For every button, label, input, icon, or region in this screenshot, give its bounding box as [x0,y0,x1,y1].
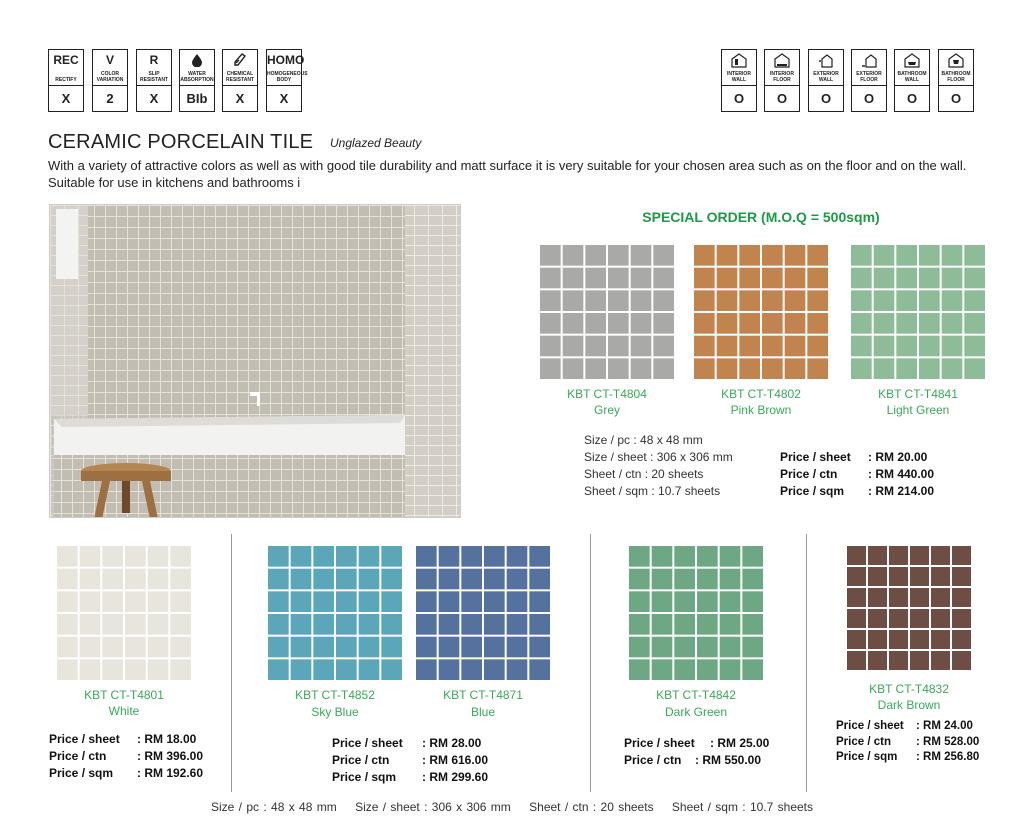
special-order-specs [584,432,733,500]
tile-swatch-sky-blue [268,546,402,680]
price-label: Price / ctn [836,735,891,748]
tile-name: Grey [593,403,620,417]
property-value: O [906,91,918,106]
interior-wall-icon [722,53,756,68]
price-label: Price / sheet [49,732,120,746]
price-block-blue [332,735,488,786]
property-box-interior-floor [764,49,800,112]
tile-swatch-grey [540,245,674,379]
section-divider [231,534,232,792]
property-caption: WATER ABSORPTION [180,71,214,83]
property-caption: CHEMICAL RESISTANT [226,71,254,83]
water-drop-icon [180,53,214,67]
footer-spec: Size / pc : 48 x 48 mm [211,800,337,814]
tile-swatch-pink-brown [694,245,828,379]
tile-code: KBT CT-T4841 [878,387,958,401]
price-label: Price / sqm [49,766,114,780]
footer-spec: Size / sheet : 306 x 306 mm [355,800,511,814]
property-value: X [279,91,289,106]
tile-swatch-light-green [851,245,985,379]
tile-name: Light Green [886,403,950,417]
bathroom-wall-icon [895,53,929,68]
bathroom-floor-icon [939,53,973,68]
footer-spec: Sheet / ctn : 20 sheets [529,800,654,814]
tile-name: White [108,704,140,718]
tile-code: KBT CT-T4804 [567,387,647,401]
spec-line: Size / sheet : 306 x 306 mm [584,450,733,464]
tile-code: KBT CT-T4801 [84,688,164,702]
property-caption: EXTERIOR FLOOR [856,71,882,83]
property-value: O [776,91,788,106]
price-value: : RM 20.00 [868,450,928,464]
property-value: O [950,91,962,106]
price-label: Price / sheet [836,720,904,732]
property-box-exterior-floor [851,49,887,112]
exterior-wall-icon [809,53,843,68]
tile-name: Pink Brown [730,403,792,417]
price-label: Price / ctn [49,749,107,763]
special-order-prices [780,449,934,500]
tile-swatch-dark-brown [847,546,971,670]
price-value: : RM 299.60 [422,770,489,784]
flask-icon [223,53,257,67]
spec-line: Sheet / ctn : 20 sheets [584,467,704,481]
bathroom-photo [49,204,461,518]
exterior-floor-icon [852,53,886,68]
footer-specs [0,800,1024,814]
price-value: : RM 192.60 [137,766,204,780]
price-block-brown [836,719,979,766]
property-box-bathroom-floor [938,49,974,112]
special-order-heading: SPECIAL ORDER (M.O.Q = 500sqm) [642,209,880,225]
price-label: Price / sqm [780,484,845,498]
section-divider [590,534,591,792]
price-value: : RM 396.00 [137,749,204,763]
price-label: Price / sheet [332,736,403,750]
price-label: Price / sheet [624,736,695,750]
price-label: Price / ctn [780,467,838,481]
product-description: With a variety of attractive colors as well as with good tile durability and matt surface it is very suitable for your chosen area such as on the floor and on the wall. Suitable for use in kitchens and bathrooms i [48,158,967,190]
tile-name: Blue [470,705,496,719]
property-box-exterior-wall [808,49,844,112]
tile-name: Dark Green [664,705,728,719]
property-caption: BATHROOM FLOOR [941,71,971,83]
property-value: X [149,91,159,106]
interior-floor-icon [765,53,799,68]
property-caption: HOMOGENEOUS BODY [267,71,308,83]
property-caption: SLIP RESISTANT [140,71,168,83]
section-divider [806,534,807,792]
price-label: Price / sqm [332,770,397,784]
spec-line: Sheet / sqm : 10.7 sheets [584,484,721,498]
footer-spec: Sheet / sqm : 10.7 sheets [671,800,813,814]
tile-code: KBT CT-T4832 [869,682,949,696]
property-box-interior-wall [721,49,757,112]
property-value: X [61,91,71,106]
price-label: Price / ctn [624,753,682,767]
page-subtitle: Unglazed Beauty [330,136,422,150]
tile-swatch-white [57,546,191,680]
tile-code: KBT CT-T4842 [656,688,736,702]
property-value: O [733,91,745,106]
price-value: : RM 25.00 [710,736,770,750]
price-label: Price / sqm [836,751,898,763]
price-value: : RM 616.00 [422,753,489,767]
tile-swatch-blue [416,546,550,680]
spec-line: Size / pc : 48 x 48 mm [584,433,703,447]
rec-label: REC [53,53,79,67]
property-value: BIb [186,91,208,106]
property-box-homogeneous [266,49,308,112]
property-caption: INTERIOR WALL [727,71,751,83]
page-title: CERAMIC PORCELAIN TILE [48,131,314,153]
price-value: : RM 24.00 [916,720,973,732]
price-value: : RM 18.00 [137,732,197,746]
price-block-green [624,735,769,769]
tile-code: KBT CT-T4871 [443,688,523,702]
tile-code: KBT CT-T4852 [295,688,375,702]
property-box-water-absorption [179,49,215,112]
property-box-bathroom-wall [894,49,930,112]
price-label: Price / ctn [332,753,390,767]
property-caption: RECTIFY [55,77,77,83]
r-label: R [149,53,159,67]
property-box-rectify [48,49,84,112]
price-value: : RM 528.00 [916,735,980,748]
property-value: 2 [106,91,114,106]
property-caption: COLOR VARIATION [96,71,124,83]
price-value: : RM 256.80 [916,751,980,763]
price-block-white [49,731,203,782]
tile-code: KBT CT-T4802 [721,387,801,401]
tile-swatch-dark-green [629,546,763,680]
property-caption: INTERIOR FLOOR [770,71,794,83]
property-caption: BATHROOM WALL [897,71,927,83]
price-label: Price / sheet [780,450,851,464]
price-value: : RM 28.00 [422,736,482,750]
v-label: V [105,53,114,67]
price-value: : RM 214.00 [868,484,935,498]
property-box-color-variation [92,49,128,112]
homo-label: HOMO [267,53,305,67]
property-box-slip-resistant [136,49,172,112]
property-value: O [863,91,875,106]
property-value: O [820,91,832,106]
property-value: X [235,91,245,106]
tile-name: Dark Brown [877,698,941,712]
price-value: : RM 550.00 [695,753,762,767]
property-box-chemical-resistant [222,49,258,112]
property-caption: EXTERIOR WALL [813,71,839,83]
tile-name: Sky Blue [311,705,359,719]
price-value: : RM 440.00 [868,467,935,481]
